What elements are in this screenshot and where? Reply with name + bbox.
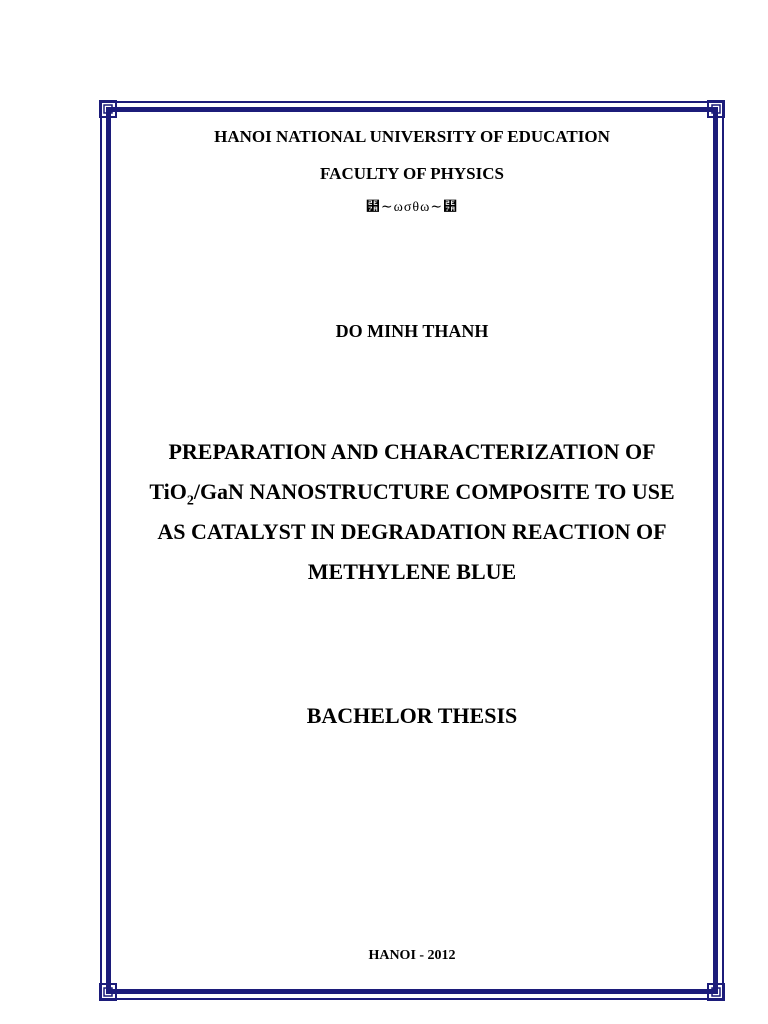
corner-ornament-icon bbox=[706, 982, 726, 1002]
university-name: HANOI NATIONAL UNIVERSITY OF EDUCATION bbox=[214, 127, 610, 146]
place-and-year: HANOI - 2012 bbox=[368, 948, 456, 963]
author-name: DO MINH THANH bbox=[335, 321, 489, 341]
corner-ornament-icon bbox=[706, 99, 726, 119]
thesis-title-line bbox=[110, 472, 714, 512]
thesis-title-line: AS CATALYST IN DEGRADATION REACTION OF bbox=[157, 519, 667, 544]
corner-ornament-icon bbox=[98, 982, 118, 1002]
degree-type: BACHELOR THESIS bbox=[306, 703, 518, 728]
thesis-title-text: TiO bbox=[149, 479, 187, 504]
thesis-title-line: METHYLENE BLUE bbox=[307, 559, 517, 584]
corner-ornament-icon bbox=[98, 99, 118, 119]
thesis-title bbox=[110, 432, 714, 592]
thesis-title-text: /GaN NANOSTRUCTURE COMPOSITE TO USE bbox=[193, 479, 675, 504]
divider-ornament-icon: ⹺∼ωσθω∼⹺ bbox=[365, 200, 459, 215]
faculty-name: FACULTY OF PHYSICS bbox=[320, 164, 504, 183]
thesis-title-line: PREPARATION AND CHARACTERIZATION OF bbox=[168, 439, 656, 464]
subscript-text: 2 bbox=[186, 493, 194, 509]
